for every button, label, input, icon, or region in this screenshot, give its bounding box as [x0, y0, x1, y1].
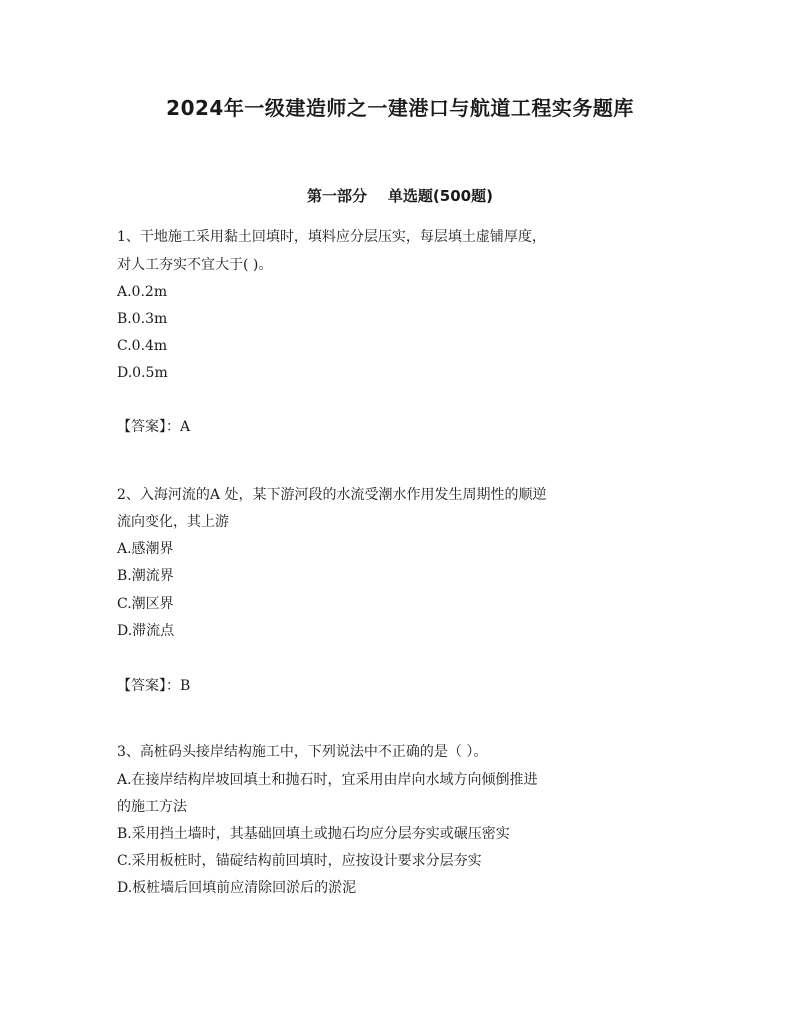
section-heading: 第一部分 单选题(500题) [307, 187, 493, 205]
question-1-option-c: C.0.4m [117, 338, 168, 354]
question-3-option-d: D.板桩墙后回填前应清除回淤后的淤泥 [117, 880, 357, 896]
question-2-answer: 【答案】：B [117, 678, 191, 694]
question-3-option-a-continued: 的施工方法 [117, 799, 187, 815]
question-2-option-a: A.感潮界 [117, 541, 174, 557]
question-2-stem-line-2: 流向变化，其上游 [117, 514, 229, 530]
question-3-option-c: C.采用板桩时，锚碇结构前回填时，应按设计要求分层夯实 [117, 853, 482, 869]
question-2-option-c: C.潮区界 [117, 596, 174, 612]
question-3-option-b: B.采用挡土墙时，其基础回填土或抛石均应分层夯实或碾压密实 [117, 826, 510, 842]
question-1-option-b: B.0.3m [117, 311, 168, 327]
document-title: 2024年一级建造师之一建港口与航道工程实务题库 [166, 96, 634, 120]
question-1-stem-line-1: 1、干地施工采用黏土回填时，填料应分层压实，每层填土虚铺厚度， [117, 229, 546, 245]
question-2-stem-line-1: 2、入海河流的A 处，某下游河段的水流受潮水作用发生周期性的顺逆 [117, 487, 547, 503]
question-1-option-d: D.0.5m [117, 365, 168, 381]
question-1-option-a: A.0.2m [117, 284, 168, 300]
question-3-stem: 3、高桩码头接岸结构施工中，下列说法中不正确的是（ ）。 [117, 744, 488, 760]
question-2-option-d: D.滞流点 [117, 623, 175, 639]
question-1-answer: 【答案】：A [117, 419, 191, 435]
question-3-option-a: A.在接岸结构岸坡回填土和抛石时，宜采用由岸向水域方向倾倒推进 [117, 772, 538, 788]
question-2-option-b: B.潮流界 [117, 568, 174, 584]
question-1-stem-line-2: 对人工夯实不宜大于( )。 [117, 257, 273, 273]
